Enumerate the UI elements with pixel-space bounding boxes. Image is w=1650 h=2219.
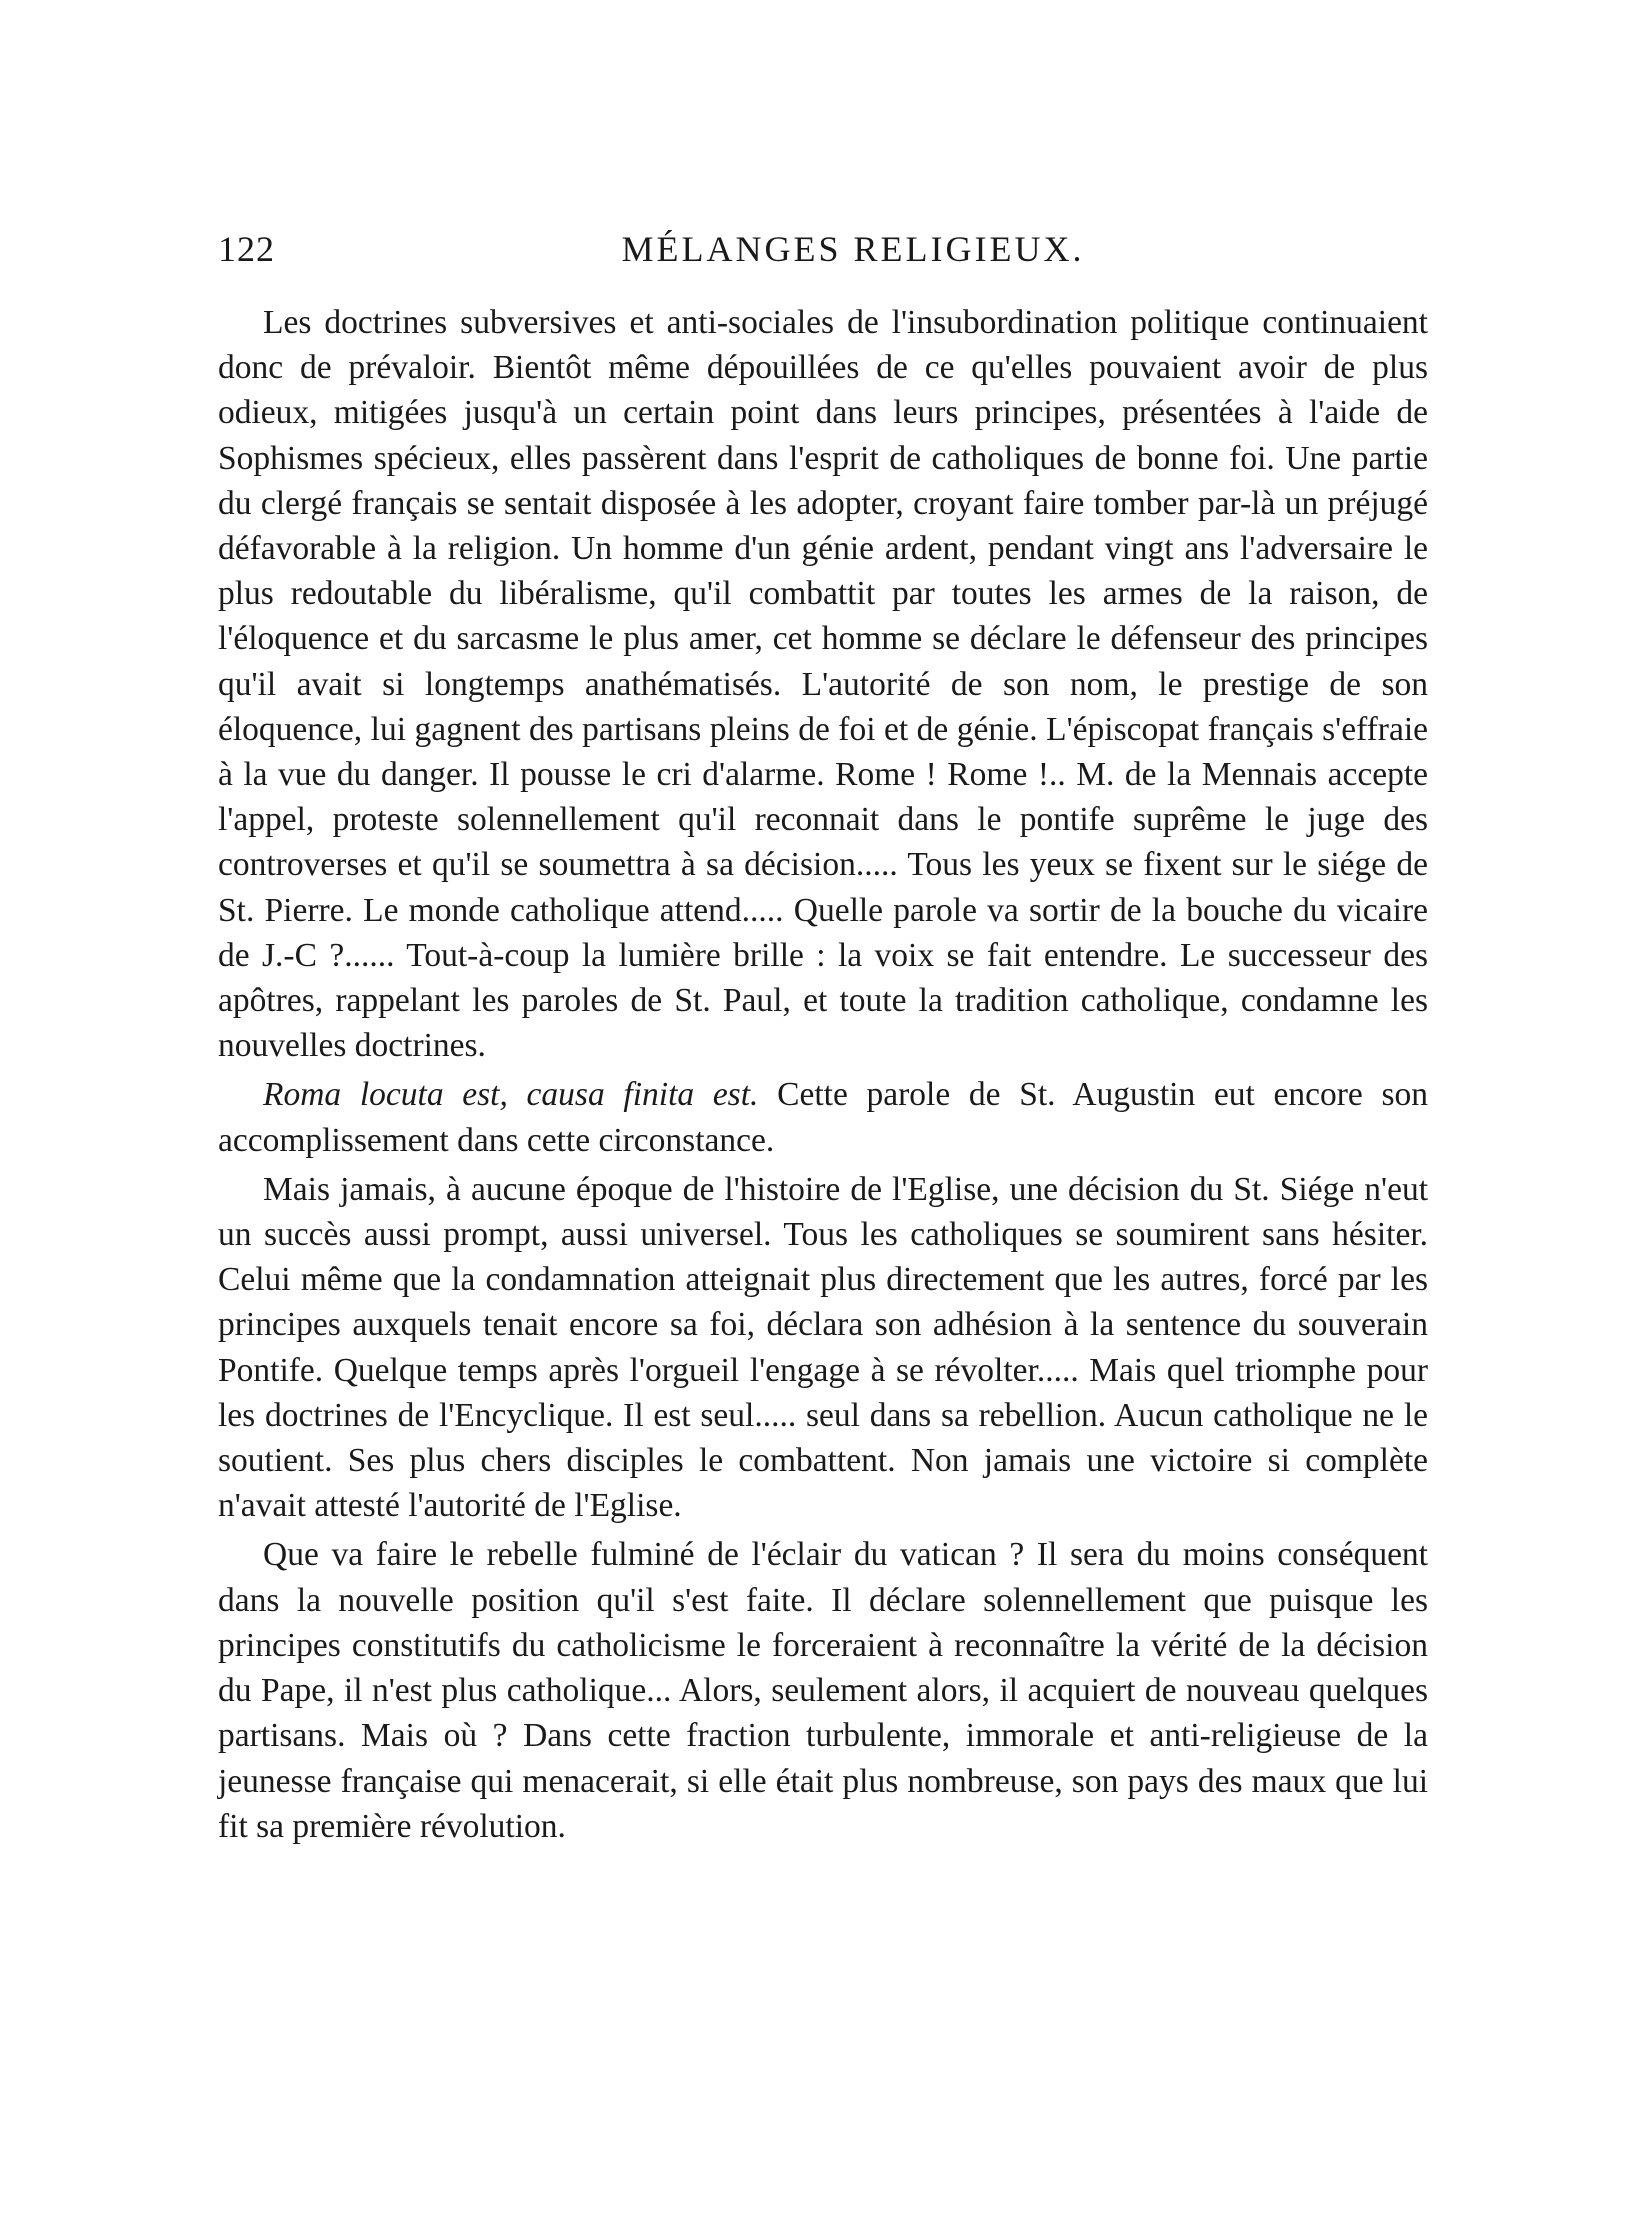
page-number: 122 <box>218 229 275 269</box>
paragraph-1 <box>218 300 1428 1068</box>
paragraph-text: Que va faire le rebelle fulminé de l'éclair du vatican ? Il sera du moins conséquent dans la nouvelle position qu'il s'est faite. Il déclare solennellement que puisque les principes constitutifs du catholicisme le forceraient à reconnaître la vérité de la décision du Pape, il n'est plus catholique... Alors, seulement alors, il acquiert de nouveau quelques partisans. Mais où ? Dans cette fraction turbulente, immorale et anti-religieuse de la jeunesse française qui menacerait, si elle était plus nombreuse, son pays des maux que lui fit sa première révolution. <box>218 1536 1428 1845</box>
paragraph-2 <box>218 1072 1428 1162</box>
paragraph-text: Mais jamais, à aucune époque de l'histoire de l'Eglise, une décision du St. Siége n'eut un succès aussi prompt, aussi universel. Tous les catholiques se soumirent sans hésiter. Celui même que la condamnation atteignait plus directement que les autres, forcé par les principes auxquels tenait encore sa foi, déclara son adhésion à la sentence du souverain Pontife. Quelque temps après l'orgueil l'engage à se révolter..... Mais quel triomphe pour les doctrines de l'Encyclique. Il est seul..... seul dans sa rebellion. Aucun catholique ne le soutient. Ses plus chers disciples le combattent. Non jamais une victoire si complète n'avait attesté l'autorité de l'Eglise. <box>218 1170 1428 1525</box>
latin-quote: Roma locuta est, causa finita est. <box>263 1076 759 1114</box>
running-head <box>218 228 1428 278</box>
paragraph-3 <box>218 1167 1428 1529</box>
body-text <box>218 300 1428 1853</box>
paragraph-text: Cette parole de St. Augustin eut encore son accomplissement dans cette circonstance. <box>218 1076 1429 1159</box>
paragraph-4 <box>218 1532 1428 1848</box>
paragraph-text: Les doctrines subversives et anti-sociales de l'insubordination politique continuaient donc de prévaloir. Bientôt même dépouillées de ce qu'elles pouvaient avoir de plus odieux, mitigées jusqu'à un certain point dans leurs principes, présentées à l'aide de Sophismes spécieux, elles passèrent dans l'esprit de catholiques de bonne foi. Une partie du clergé français se sentait disposée à les adopter, croyant faire tomber par-là un préjugé défavorable à la religion. Un homme d'un génie ardent, pendant vingt ans l'adversaire le plus redoutable du libéralisme, qu'il combattit par toutes les armes de la raison, de l'éloquence et du sarcasme le plus amer, cet homme se déclare le défenseur des principes qu'il avait si longtemps anathématisés. L'autorité de son nom, le prestige de son éloquence, lui gagnent des partisans pleins de foi et de génie. L'épiscopat français s'effraie à la vue du danger. Il pousse le cri d'alarme. Rome ! Rome !.. M. de la Mennais accepte l'appel, proteste solennellement qu'il reconnait dans le pontife suprême le juge des controverses et qu'il se soumettra à sa décision..... Tous les yeux se fixent sur le siége de St. Pierre. Le monde catholique attend..... Quelle parole va sortir de la bouche du vicaire de J.-C ?...... Tout-à-coup la lumière brille : la voix se fait entendre. Le successeur des apôtres, rappelant les paroles de St. Paul, et toute la tradition catholique, condamne les nouvelles doctrines. <box>218 304 1428 1065</box>
running-title: MÉLANGES RELIGIEUX. <box>621 229 1085 269</box>
